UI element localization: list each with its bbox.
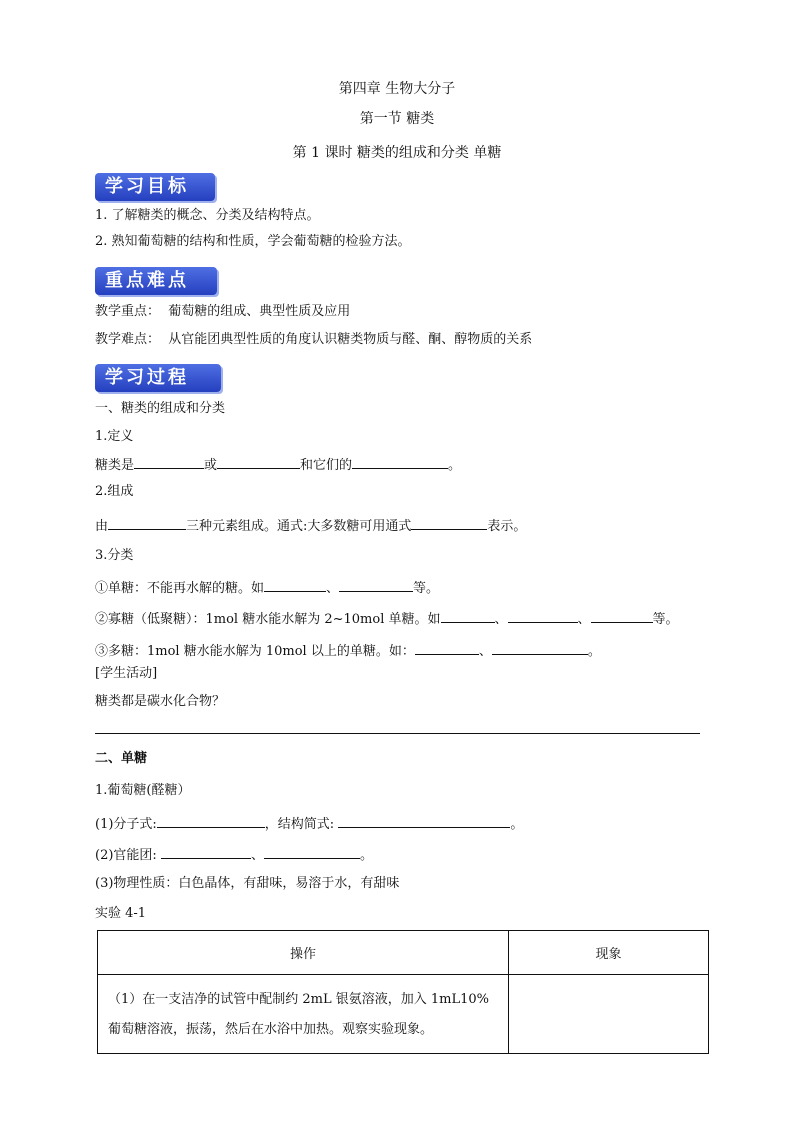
focus-text: 葡萄糖的组成、典型性质及应用 bbox=[168, 304, 351, 319]
difficulty-text: 从官能团典型性质的角度认识糖类物质与醛、酮、醇物质的关系 bbox=[168, 332, 533, 347]
fill-blank[interactable] bbox=[338, 814, 510, 828]
operation-cell: （1）在一支洁净的试管中配制约 2mL 银氨溶液，加入 1mL10% 葡萄糖溶液，振荡，然后在水浴中加热。观察实验现象。 bbox=[98, 975, 509, 1054]
text: 、 bbox=[478, 644, 492, 659]
text: 。 bbox=[448, 458, 462, 473]
text: ①单糖：不能再水解的糖。如 bbox=[95, 581, 265, 596]
composition-line bbox=[95, 516, 526, 536]
text: ，结构简式: bbox=[264, 817, 339, 832]
functional-group-line bbox=[95, 845, 373, 865]
definition-title: 1.定义 bbox=[95, 429, 134, 444]
monosaccharide-line bbox=[95, 578, 439, 598]
fill-blank[interactable] bbox=[441, 609, 495, 623]
focus-label: 教学重点： bbox=[95, 304, 161, 319]
text: 。 bbox=[587, 644, 601, 659]
lesson-title: 第 1 课时 糖类的组成和分类 单糖 bbox=[292, 145, 502, 161]
definition-line bbox=[95, 455, 461, 475]
text: 由 bbox=[95, 519, 109, 534]
text: 等。 bbox=[413, 581, 440, 596]
fill-blank[interactable] bbox=[591, 609, 653, 623]
fill-blank[interactable] bbox=[108, 516, 186, 530]
fill-blank[interactable] bbox=[411, 516, 487, 530]
table-row bbox=[98, 975, 709, 1054]
keypoints-badge: 重点难点 bbox=[95, 267, 217, 295]
fill-blank[interactable] bbox=[492, 641, 588, 655]
text: (2)官能团: bbox=[95, 848, 161, 863]
phenomenon-cell[interactable] bbox=[509, 975, 709, 1054]
text: 、 bbox=[494, 612, 508, 627]
experiment-label: 实验 4-1 bbox=[95, 906, 147, 921]
fill-blank[interactable] bbox=[508, 609, 578, 623]
objective-1: 1. 了解糖类的概念、分类及结构特点。 bbox=[95, 208, 320, 223]
text: (1)分子式: bbox=[95, 817, 157, 832]
phenomenon-header: 现象 bbox=[509, 931, 709, 975]
section-title: 第一节 糖类 bbox=[359, 111, 435, 127]
polysaccharide-line bbox=[95, 641, 601, 661]
operation-header: 操作 bbox=[98, 931, 509, 975]
part1-title: 一、糖类的组成和分类 bbox=[95, 401, 226, 416]
text: 糖类是 bbox=[95, 458, 135, 473]
classification-title: 3.分类 bbox=[95, 548, 134, 563]
process-badge: 学习过程 bbox=[95, 364, 221, 392]
text: ②寡糖（低聚糖）：1mol 糖水能水解为 2~10mol 单糖。如 bbox=[95, 612, 441, 627]
formula-line bbox=[95, 814, 523, 834]
objectives-badge: 学习目标 bbox=[95, 173, 215, 201]
oligosaccharide-line bbox=[95, 609, 679, 629]
fill-blank[interactable] bbox=[157, 814, 265, 828]
experiment-table bbox=[97, 930, 709, 1054]
composition-title: 2.组成 bbox=[95, 484, 134, 499]
fill-blank[interactable] bbox=[352, 455, 448, 469]
text: 、 bbox=[326, 581, 340, 596]
text: 。 bbox=[359, 848, 373, 863]
text: 和它们的 bbox=[300, 458, 353, 473]
fill-blank[interactable] bbox=[217, 455, 300, 469]
answer-line[interactable] bbox=[95, 733, 700, 734]
fill-blank[interactable] bbox=[134, 455, 204, 469]
fill-blank[interactable] bbox=[161, 845, 251, 859]
activity-question: 糖类都是碳水化合物？ bbox=[95, 694, 226, 709]
text: 表示。 bbox=[487, 519, 527, 534]
text: 三种元素组成。通式:大多数糖可用通式 bbox=[186, 519, 412, 534]
fill-blank[interactable] bbox=[339, 578, 413, 592]
fill-blank[interactable] bbox=[415, 641, 479, 655]
text: ③多糖：1mol 糖水能水解为 10mol 以上的单糖。如： bbox=[95, 644, 415, 659]
fill-blank[interactable] bbox=[264, 845, 360, 859]
text: 。 bbox=[510, 817, 524, 832]
student-activity: [学生活动] bbox=[95, 666, 158, 681]
table-header-row bbox=[98, 931, 709, 975]
text: 等。 bbox=[652, 612, 679, 627]
difficulty-label: 教学难点： bbox=[95, 332, 161, 347]
chapter-title: 第四章 生物大分子 bbox=[338, 81, 456, 97]
part2-title: 二、单糖 bbox=[95, 751, 148, 766]
glucose-title: 1.葡萄糖(醛糖） bbox=[95, 783, 191, 798]
teaching-focus bbox=[95, 303, 350, 321]
objective-2: 2. 熟知葡萄糖的结构和性质，学会葡萄糖的检验方法。 bbox=[95, 234, 411, 249]
fill-blank[interactable] bbox=[264, 578, 326, 592]
text: 或 bbox=[204, 458, 218, 473]
text: 、 bbox=[577, 612, 591, 627]
physical-properties: (3)物理性质：白色晶体，有甜味，易溶于水，有甜味 bbox=[95, 876, 400, 891]
teaching-difficulty bbox=[95, 331, 532, 349]
text: 、 bbox=[250, 848, 264, 863]
